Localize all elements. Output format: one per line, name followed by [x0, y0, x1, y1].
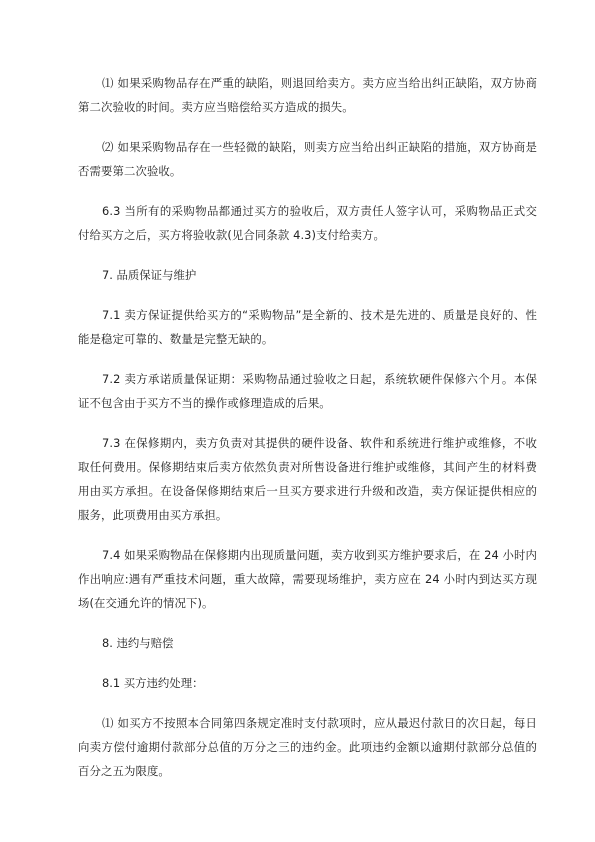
paragraph-defect-serious: ⑴ 如果采购物品存在严重的缺陷，则退回给卖方。卖方应当给出纠正缺陷，双方协商第二次验收的时间。卖方应当赔偿给买方造成的损失。 — [78, 76, 537, 114]
paragraph-6-3: 6.3 当所有的采购物品都通过买方的验收后，双方责任人签字认可，采购物品正式交付给买方之后，买方将验收款(见合同条款 4.3)支付给卖方。 — [78, 204, 537, 242]
paragraph-8-1-item-1: ⑴ 如买方不按照本合同第四条规定准时支付款项时，应从最迟付款日的次日起，每日向卖方偿付逾期付款部分总值的万分之三的违约金。此项违约金额以逾期付款部分总值的百分之五为限度。 — [78, 716, 537, 778]
paragraph-7-3: 7.3 在保修期内，卖方负责对其提供的硬件设备、软件和系统进行维护或维修，不收取任何费用。保修期结束后卖方依然负责对所售设备进行维护或维修，其间产生的材料费用由买方承担。在设备保修期结束后一旦买方要求进行升级和改造，卖方保证提供相应的服务，此项费用由买方承担。 — [78, 436, 537, 522]
paragraph-7-2: 7.2 卖方承诺质量保证期：采购物品通过验收之日起，系统软硬件保修六个月。本保证不包含由于买方不当的操作或修理造成的后果。 — [78, 372, 537, 410]
paragraph-7-1: 7.1 卖方保证提供给买方的“采购物品”是全新的、技术是先进的、质量是良好的、性能是稳定可靠的、数量是完整无缺的。 — [78, 308, 537, 346]
paragraph-7-4: 7.4 如果采购物品在保修期内出现质量问题，卖方收到买方维护要求后，在 24 小时内作出响应:遇有严重技术问题，重大故障，需要现场维护，卖方应在 24 小时内到达买方现场(在交通允许的情况下)。 — [78, 548, 537, 610]
paragraph-defect-minor: ⑵ 如果采购物品存在一些轻微的缺陷，则卖方应当给出纠正缺陷的措施，双方协商是否需要第二次验收。 — [78, 140, 537, 178]
paragraph-8-1: 8.1 买方违约处理： — [102, 676, 204, 690]
section-heading-8: 8. 违约与赔偿 — [102, 636, 174, 650]
section-heading-7: 7. 品质保证与维护 — [102, 268, 197, 282]
